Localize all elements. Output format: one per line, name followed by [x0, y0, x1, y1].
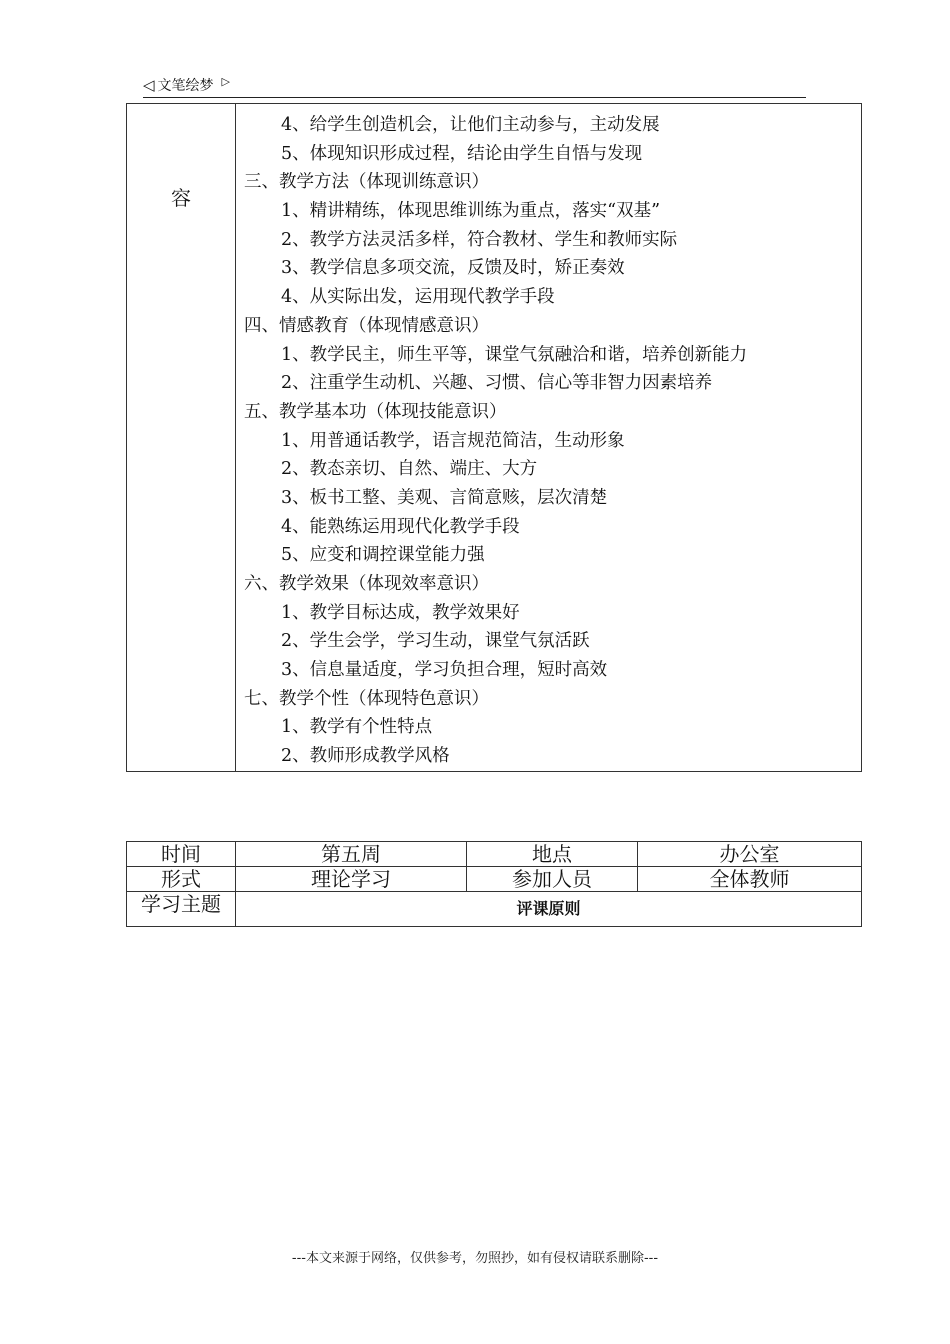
criteria-heading: 六、教学效果（体现效率意识）: [244, 574, 489, 594]
triangle-left-icon: ◁: [143, 76, 155, 94]
theme-value: 评课原则: [236, 892, 862, 927]
form-value: 理论学习: [236, 867, 467, 892]
study-info-table: [126, 841, 862, 927]
criteria-subitem: 5、应变和调控课堂能力强: [281, 545, 485, 566]
criteria-subitem: 1、用普通话教学，语言规范简洁，生动形象: [281, 430, 625, 451]
criteria-heading: 七、教学个性（体现特色意识）: [244, 688, 489, 709]
criteria-heading: 五、教学基本功（体现技能意识）: [244, 401, 507, 422]
participants-label: 参加人员: [467, 867, 638, 892]
info-row-time: [127, 842, 862, 867]
criteria-subitem: 4、给学生创造机会，让他们主动参与，主动发展: [281, 115, 660, 135]
criteria-heading: 三、教学方法（体现训练意识）: [244, 172, 489, 193]
triangle-right-icon: ▷: [221, 74, 231, 88]
form-label: 形式: [127, 867, 236, 892]
place-label: 地点: [467, 842, 638, 867]
criteria-subitem: 2、教师形成教学风格: [281, 746, 450, 767]
side-label: 容: [127, 104, 236, 772]
criteria-table: [126, 103, 862, 772]
criteria-heading: 四、情感教育（体现情感意识）: [244, 315, 489, 336]
info-row-theme: [127, 892, 862, 927]
criteria-row: [127, 104, 862, 772]
time-label: 时间: [127, 842, 236, 867]
page-header: [143, 74, 230, 96]
footer-disclaimer: ---本文来源于网络，仅供参考，勿照抄，如有侵权请联系删除---: [291, 1251, 659, 1266]
criteria-subitem: 2、教态亲切、自然、端庄、大方: [281, 459, 538, 480]
criteria-subitem: 1、教学目标达成，教学效果好: [281, 602, 520, 623]
criteria-subitem: 2、注重学生动机、兴趣、习惯、信心等非智力因素培养: [281, 373, 713, 394]
criteria-subitem: 3、信息量适度，学习负担合理，短时高效: [281, 660, 608, 681]
criteria-subitem: 3、教学信息多项交流，反馈及时，矫正奏效: [281, 258, 625, 279]
criteria-subitem: 4、能熟练运用现代化教学手段: [281, 516, 520, 537]
criteria-subitem: 5、体现知识形成过程，结论由学生自悟与发现: [281, 143, 643, 164]
info-row-form: [127, 867, 862, 892]
criteria-subitem: 2、学生会学，学习生动，课堂气氛活跃: [281, 631, 590, 652]
participants-value: 全体教师: [638, 867, 862, 892]
criteria-subitem: 2、教学方法灵活多样，符合教材、学生和教师实际: [281, 229, 678, 250]
time-value: 第五周: [236, 842, 467, 867]
criteria-subitem: 1、教学民主，师生平等，课堂气氛融洽和谐，培养创新能力: [281, 344, 748, 365]
header-title: 文笔绘梦: [157, 78, 214, 94]
theme-label: 学习主题: [127, 892, 236, 927]
header-rule: [143, 97, 806, 98]
place-value: 办公室: [638, 842, 862, 867]
criteria-subitem: 3、板书工整、美观、言简意赅，层次清楚: [281, 487, 608, 508]
criteria-subitem: 4、从实际出发，运用现代教学手段: [281, 287, 555, 308]
criteria-list: [236, 104, 862, 772]
criteria-subitem: 1、教学有个性特点: [281, 717, 433, 738]
criteria-subitem: 1、精讲精练，体现思维训练为重点，落实“双基”: [281, 201, 661, 222]
